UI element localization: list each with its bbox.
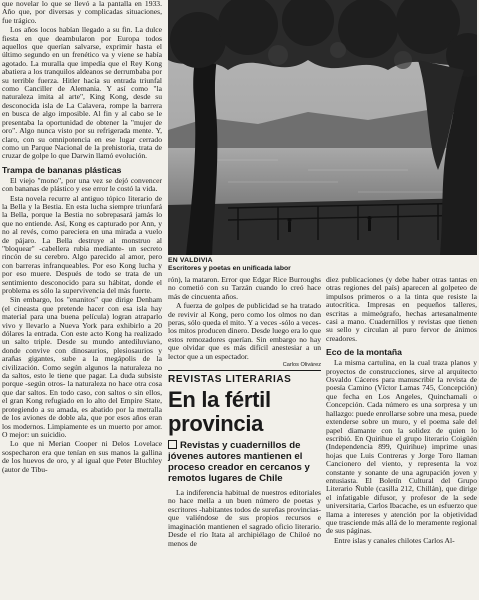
section-divider bbox=[168, 370, 321, 371]
article-paragraph: El viejo "mono", por una vez se dejó convencer con bananas de plástico y ese error le costó la vida. bbox=[2, 175, 162, 194]
author-credit: Carlos Olivárez bbox=[282, 362, 321, 369]
article-paragraph: Los años locos habían llegado a su fin. La dulce fiesta en que deambularon por Europa todos aquellos que querían salvarse, exprimir hasta el último segundo en un frenético va y viene se había agotado. La muralla que impedía que el Rey Kong abatiera a los tranquilos aldeanos se derrumbaba por su terrible fuerza. Hitler hacía su entrada triunfal como Canciller de Alemania. Y así como "la naturaleza imita al arte", King Kong, desde su desconocida isla de La Calavera, rompe la barrera en busca de algo imposible. Al fin y al cabo se le presentaba la oportunidad de obtener la "mujer de oro". Algo nunca visto por su refrigerada mente. Y, claro, con su omnipotencia en ese lugar cerrado como un Parque Nacional de la prehistoria, trata de cruzar de golpe lo que Darwin llamó evolución. bbox=[2, 25, 162, 161]
article-headline: En la fértil provincia bbox=[168, 387, 271, 437]
article-paragraph: La indiferencia habitual de nuestros editoriales no hace mella a un buen número de poetas y escritores -habitantes todos de sureñas provincias- que valiéndose de sus propios recursos e imaginación mantienen el sagrado oficio literario. Desde el río Itata al archipiélago de Chiloé no menos de bbox=[168, 488, 321, 548]
article-deck-text: Revistas y cuadernillos de jóvenes autores mantienen el proceso creador en cercanos y remotos lugares de Chile bbox=[168, 440, 310, 485]
photo-caption: Escritores y poetas en unificada labor bbox=[168, 265, 291, 272]
article-paragraph: Lo que ni Merian Cooper ni Delos Lovelace sospecharon era que tenían en sus manos la gallina de los huevos de oro, y al igual que Peter Bluchley (autor de Tibu- bbox=[2, 439, 162, 474]
square-bullet-icon bbox=[168, 440, 177, 449]
article-paragraph: Sin embargo, los "enanitos" que dirige Denham (el cineasta que pretende hacer con esa isla hay material para una buena película) logran atraparlo vivo y llevarlo a Nueva York para exhibirlo a 20 dólares la entrada. Con este acto Kong ha realizado un salto triple. Desde su mundo antediluviano, donde convive con dinosaurios, plesiosaurios y arañas gigantes, sube a la megápolis de la civilización. Como según algunos la naturaleza no da saltos, esto le tiene que pagar. La duda subsiste porque -según otros- la naturaleza no hace otra cosa que dar saltos. En todo caso, con saltos o sin ellos, el gran Kong refugiado en lo alto del Empire State, protegiendo a su amada, es abatido por la metralla de los aviones de doble ala, que por esos años eran los modernos. Limpiamente es un muerto por amor. O mejor: un suicidio. bbox=[2, 295, 162, 439]
article-paragraph: Esta novela recurre al antiguo tópico literario de la Bella y la Bestia. En esta lucha siempre triunfará la Bella, porque la Bestia no sobrepasará jamás lo que no entiende. Así, Kong es capturado por Ann, y no al revés, como pareciera en una mirada a vuelo de pájaro. La Bella destruye al monstruo al "bloquear" -cabellera rubia mediante- un secreto rincón de su cerebro. Algo parecido al amor, pero con barreras infranqueables. Por eso Kong lucha y por eso muere. Después de todo se trata de un sentimiento desconocido para su hábitat, donde el problema es sólo la supervivencia del más fuerte. bbox=[2, 193, 162, 295]
article-deck bbox=[168, 440, 321, 484]
section-kicker: REVISTAS LITERARIAS bbox=[168, 374, 292, 386]
left-column bbox=[2, 0, 162, 475]
article-paragraph: Entre islas y canales chilotes Carlos Al- bbox=[334, 535, 455, 545]
middle-column bbox=[168, 276, 321, 549]
section-subhead: Trampa de bananas plásticas bbox=[2, 164, 122, 175]
photo-caption-tag: EN VALDIVIA bbox=[168, 257, 213, 264]
section-subhead: Eco de la montaña bbox=[326, 347, 402, 358]
rightmost-column bbox=[326, 276, 477, 546]
landscape-photo bbox=[168, 0, 477, 255]
right-area bbox=[168, 0, 477, 600]
article-paragraph: rón), la mataron. Error que Edgar Rice Burroughs no cometió con su Tarzán cuando lo creó hace más de cincuenta años. bbox=[168, 275, 321, 301]
river-landscape-image bbox=[168, 0, 477, 255]
article-paragraph: diez publicaciones (y debe haber otras tantas en otras regiones del país) aparecen al golpeteo de impulsos primeros o a la tinta que resiste la autocrítica. Impresas en pequeños talleres, escritas a mimeógrafo, hechas artesanalmente casi a mano. Cuadernillos y revistas que tienen su sello y circulan al puro fervor de ánimos creadores. bbox=[326, 275, 477, 343]
article-paragraph: A fuerza de golpes de publicidad se ha tratado de revivir al Kong, pero como los olmos no dan peras, sólo queda el mito. Y a veces -sólo a veces- los mitos producen dinero. Desde luego era lo que estos remozadores querían. Sin embargo no hay que olvidar que es más difícil anestesiar a un lector que a un espectador. bbox=[168, 301, 321, 361]
article-paragraph: que novelar lo que se llevó a la pantalla en 1933. Año que, por diversas y complicadas situaciones, fue trágico. bbox=[2, 0, 162, 25]
article-paragraph: La misma cartulina, en la cual traza planos y proyectos de construcciones, sirve al arquitecto Osvaldo Cáceres para manuscribir la revista de poesía Camino (Víctor Lamas 745, Concepción) que fecha en Los Angeles, Quinchamali o Concepción. Cada número es una sorpresa y un hallazgo: puede enrollarse sobre una mesa, puede extenderse sobre un muro, y el poema sale del papel diamante con la solidez de quien lo escribió. En Quirihue el grupo literario Coigüén (Independencia 899, Quirihue) imprime unas hojas que Luis Contreras y Jorge Toro llaman Cancionero del viento, y representa la voz constante y sonante de una agrupación joven y entusiasta. El Boletín Cultural del Grupo Literario Ñuble (casilla 212, Chillán), que dirige el infatigable difusor, y profesor de la sede universitaria, Carlos Ibacache, es un esfuerzo que llama a intereses y atención por la objetividad que trasciende más allá de lo meramente regional de sus páginas. bbox=[326, 358, 477, 536]
